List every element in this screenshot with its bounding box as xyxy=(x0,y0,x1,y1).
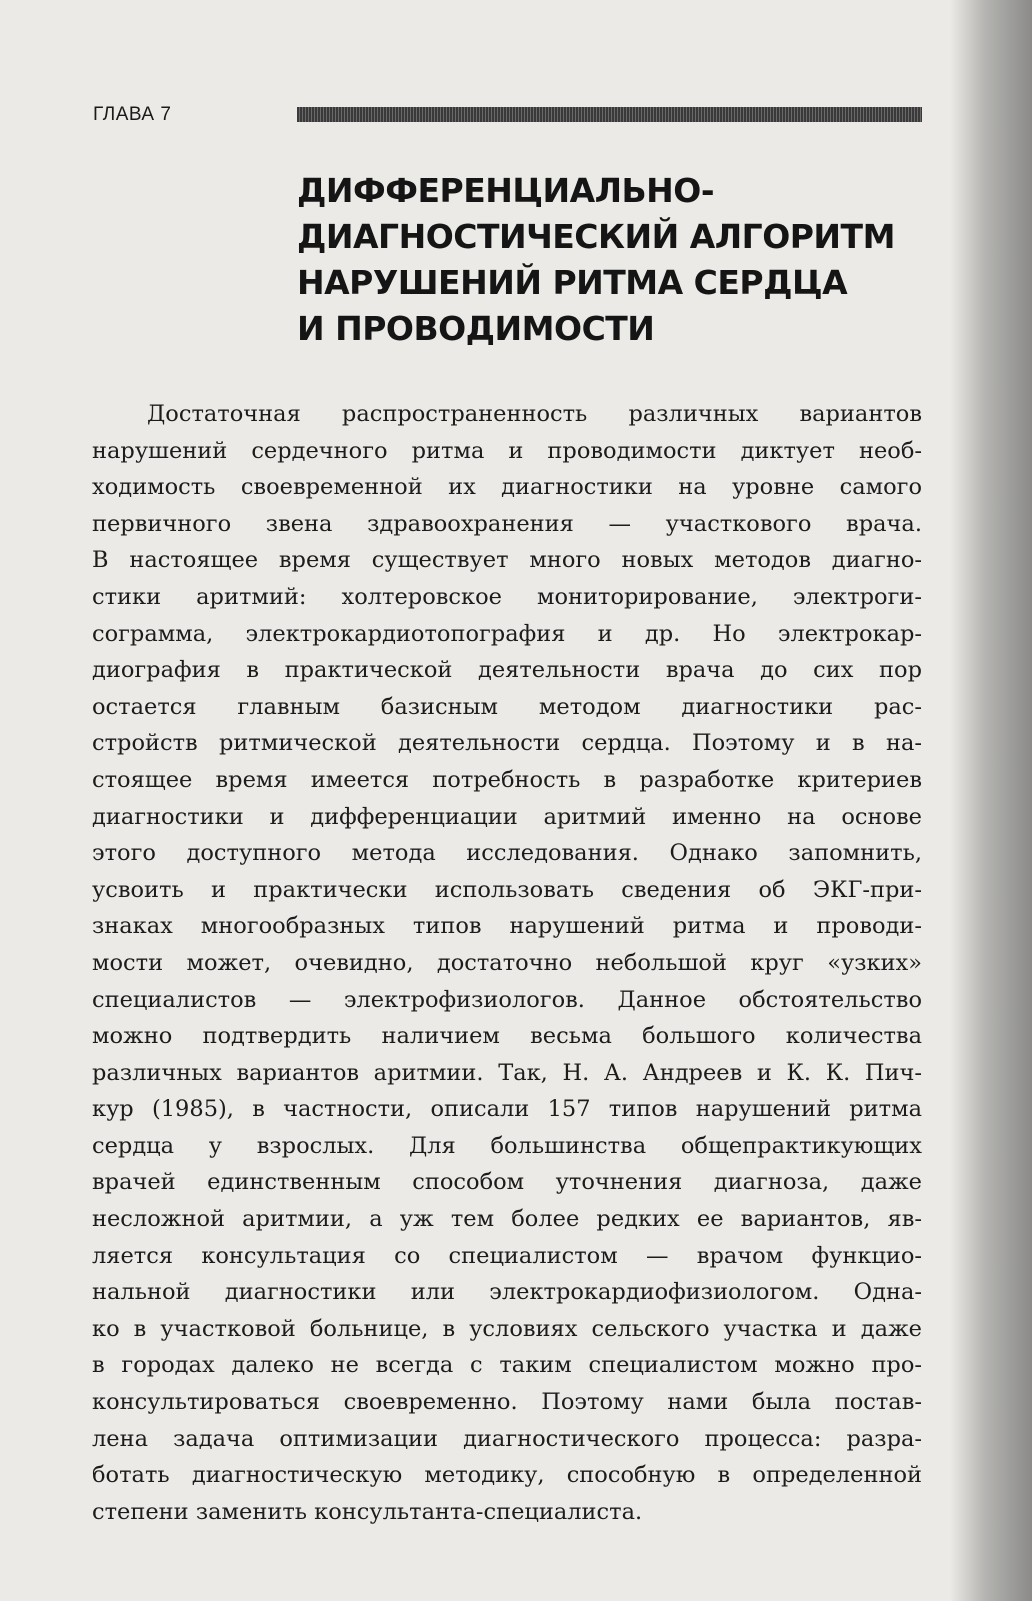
text-line: В настоящее время существует много новых методов диагно- xyxy=(92,547,922,574)
text-line: врачей единственным способом уточнения диагноза, даже xyxy=(92,1169,922,1196)
title-line: ДИАГНОСТИЧЕСКИЙ АЛГОРИТМ xyxy=(297,217,895,256)
text-line: специалистов — электрофизиологов. Данное обстоятельство xyxy=(92,986,922,1013)
text-line: кур (1985), в частности, описали 157 типов нарушений ритма xyxy=(92,1096,922,1123)
text-line: этого доступного метода исследования. Однако запомнить, xyxy=(92,840,922,867)
chapter-title xyxy=(297,168,937,352)
text-line: Достаточная распространенность различных вариантов xyxy=(147,401,922,427)
chapter-rule xyxy=(297,107,922,122)
text-line: остается главным базисным методом диагностики рас- xyxy=(92,693,922,720)
text-line: знаках многообразных типов нарушений ритма и проводи- xyxy=(92,913,922,940)
text-line: стоящее время имеется потребность в разработке критериев xyxy=(92,766,922,793)
chapter-label: ГЛАВА 7 xyxy=(93,104,172,125)
title-line: И ПРОВОДИМОСТИ xyxy=(297,309,655,348)
text-line: стики аритмий: холтеровское мониторирование, электроги- xyxy=(92,583,922,610)
text-line: диагностики и дифференциации аритмий именно на основе xyxy=(92,803,922,830)
text-line: ботать диагностическую методику, способную в определенной xyxy=(92,1462,922,1489)
text-line: нарушений сердечного ритма и проводимости диктует необ- xyxy=(92,437,922,464)
title-line: НАРУШЕНИЙ РИТМА СЕРДЦА xyxy=(297,263,848,302)
body-paragraph xyxy=(92,396,922,1530)
text-line: ляется консультация со специалистом — врачом функцио- xyxy=(92,1242,922,1269)
text-line: можно подтвердить наличием весьма большого количества xyxy=(92,1023,922,1050)
text-line: стройств ритмической деятельности сердца. Поэтому и в на- xyxy=(92,730,922,757)
text-line: сограмма, электрокардиотопография и др. Но электрокар- xyxy=(92,620,922,647)
text-line: усвоить и практически использовать сведения об ЭКГ-при- xyxy=(92,876,922,903)
text-line: несложной аритмии, а уж тем более редких ее вариантов, яв- xyxy=(92,1206,922,1233)
text-line: ко в участковой больнице, в условиях сельского участка и даже xyxy=(92,1315,922,1342)
text-line: в городах далеко не всегда с таким специалистом можно про- xyxy=(92,1352,922,1379)
text-line: степени заменить консультанта-специалиста. xyxy=(92,1498,643,1525)
text-line: диография в практической деятельности врача до сих пор xyxy=(92,657,922,684)
text-line: мости может, очевидно, достаточно небольшой круг «узких» xyxy=(92,949,922,976)
text-line: сердца у взрослых. Для большинства общепрактикующих xyxy=(92,1132,922,1159)
text-line: ходимость своевременной их диагностики на уровне самого xyxy=(92,474,922,501)
text-line: лена задача оптимизации диагностического процесса: разра- xyxy=(92,1425,922,1452)
text-line: нальной диагностики или электрокардиофизиологом. Однa- xyxy=(92,1279,922,1306)
title-line: ДИФФЕРЕНЦИАЛЬНО- xyxy=(297,171,715,210)
text-line: первичного звена здравоохранения — участкового врача. xyxy=(92,510,922,537)
text-line: различных вариантов аритмии. Так, Н. А. Андреев и К. К. Пич- xyxy=(92,1059,922,1086)
text-line: консультироваться своевременно. Поэтому нами была постав- xyxy=(92,1389,922,1416)
